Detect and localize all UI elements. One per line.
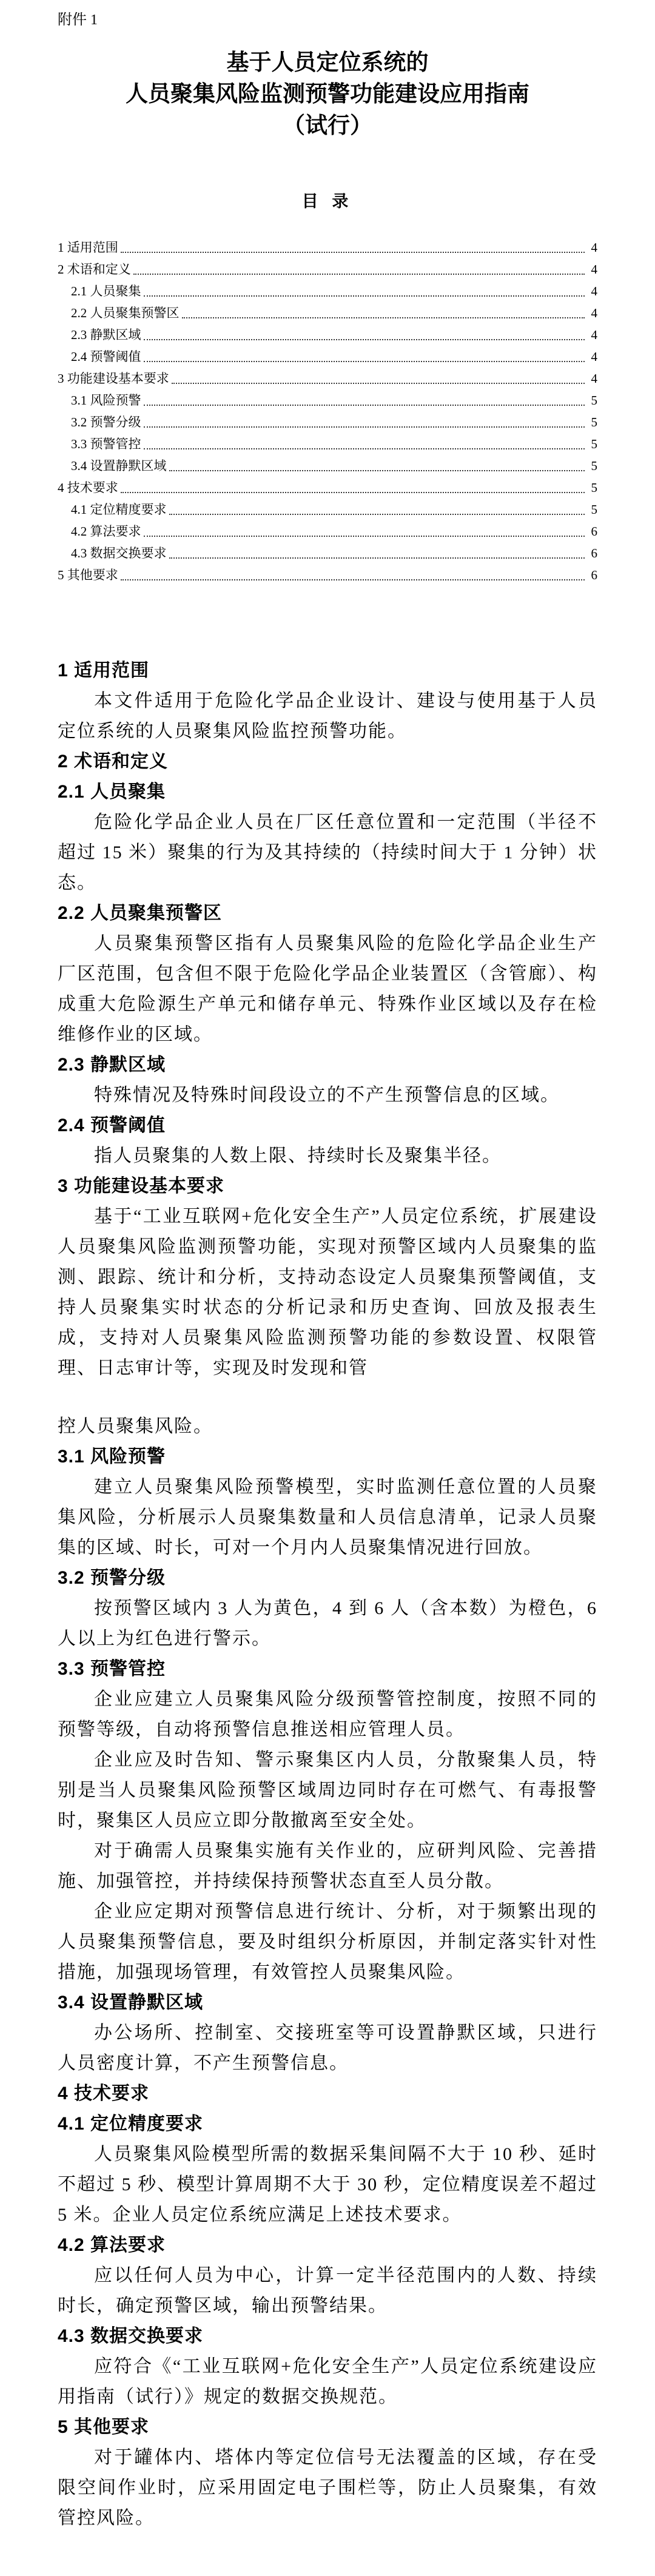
document-title-line3: （试行） (283, 113, 372, 138)
toc-entry-label: 3.1 风险预警 (71, 393, 141, 408)
section-heading: 3.1 风险预警 (58, 1447, 166, 1467)
paragraph: 控人员聚集风险。 (58, 1416, 213, 1436)
toc-page-number: 4 (591, 262, 597, 277)
toc-entry-label: 3.3 预警管控 (71, 437, 141, 451)
toc-entry (58, 322, 597, 344)
toc-dot-leader (182, 317, 585, 318)
toc-entry (58, 388, 597, 409)
section-heading: 2.4 预警阈值 (58, 1115, 166, 1135)
section-heading: 3.4 设置静默区域 (58, 1993, 204, 2013)
toc-entry-label: 1 适用范围 (58, 240, 118, 255)
section-heading: 3.2 预警分级 (58, 1568, 166, 1588)
toc-entry (58, 453, 597, 475)
document-title-line1: 基于人员定位系统的 (226, 50, 429, 75)
toc-entry-label: 3.2 预警分级 (71, 415, 141, 429)
attachment-label: 附件 1 (58, 12, 98, 28)
paragraph: 应以任何人员为中心，计算一定半径范围内的人数、持续时长，确定预警区域，输出预警结果。 (58, 2265, 597, 2316)
toc-entry (58, 475, 597, 497)
paragraph: 基于“工业互联网+危化安全生产”人员定位系统，扩展建设人员聚集风险监测预警功能，实现对预警区域内人员聚集的监测、跟踪、统计和分析，支持动态设定人员聚集预警阈值，支持人员聚集实时状态的分析记录和历史查询、回放及报表生成，支持对人员聚集风险监测预警功能的参数设置、权限管理、日志审计等，实现及时发现和管 (58, 1206, 597, 1378)
toc-list (58, 235, 597, 584)
toc-entry-label: 2.1 人员聚集 (71, 284, 141, 298)
document-title (58, 47, 597, 142)
section-heading: 4.3 数据交换要求 (58, 2326, 204, 2346)
paragraph: 企业应建立人员聚集风险分级预警管控制度，按照不同的预警等级，自动将预警信息推送相应管理人员。 (58, 1689, 597, 1740)
paragraph: 建立人员聚集风险预警模型，实时监测任意位置的人员聚集风险，分析展示人员聚集数量和人员信息清单，记录人员聚集的区域、时长，可对一个月内人员聚集情况进行回放。 (58, 1477, 597, 1558)
toc-page-number: 5 (591, 502, 597, 517)
toc-dot-leader (144, 536, 585, 537)
toc-page-number: 4 (591, 371, 597, 386)
toc-entry (58, 519, 597, 540)
section-heading: 4.2 算法要求 (58, 2235, 166, 2255)
toc-page-number: 5 (591, 415, 597, 429)
paragraph: 人员聚集预警区指有人员聚集风险的危险化学品企业生产厂区范围，包含但不限于危险化学品企业装置区（含管廊）、构成重大危险源生产单元和储存单元、特殊作业区域以及存在检维修作业的区域。 (58, 933, 597, 1044)
paragraph: 企业应及时告知、警示聚集区内人员，分散聚集人员，特别是当人员聚集风险预警区域周边同时存在可燃气、有毒报警时，聚集区人员应立即分散撤离至安全处。 (58, 1750, 597, 1831)
paragraph: 对于确需人员聚集实施有关作业的，应研判风险、完善措施、加强管控，并持续保持预警状态直至人员分散。 (58, 1841, 597, 1891)
toc-entry (58, 540, 597, 562)
paragraph: 危险化学品企业人员在厂区任意位置和一定范围（半径不超过 15 米）聚集的行为及其持续的（持续时间大于 1 分钟）状态。 (58, 812, 597, 893)
toc-dot-leader (144, 405, 585, 406)
toc-dot-leader (144, 295, 585, 297)
toc-entry-label: 3.4 设置静默区域 (71, 459, 167, 473)
paragraph: 应符合《“工业互联网+危化安全生产”人员定位系统建设应用指南（试行）》规定的数据交换规范。 (58, 2356, 597, 2407)
toc-page-number: 4 (591, 306, 597, 320)
toc-page-number: 6 (591, 546, 597, 560)
toc-dot-leader (144, 339, 585, 340)
toc-page-number: 5 (591, 480, 597, 495)
toc-dot-leader (121, 579, 585, 580)
toc-entry-label: 4 技术要求 (58, 480, 118, 495)
toc-page-number: 5 (591, 459, 597, 473)
toc-entry (58, 497, 597, 519)
section-heading: 2 术语和定义 (58, 752, 169, 772)
toc-entry-label: 2 术语和定义 (58, 262, 131, 277)
toc-page-number: 5 (591, 437, 597, 451)
toc-dot-leader (144, 426, 585, 428)
toc-dot-leader (169, 514, 585, 515)
document-title-line2: 人员聚集风险监测预警功能建设应用指南 (126, 82, 529, 107)
toc-entry (58, 562, 597, 584)
toc-page-number: 4 (591, 284, 597, 298)
toc-entry-label: 4.1 定位精度要求 (71, 502, 167, 517)
toc-entry (58, 431, 597, 453)
toc-dot-leader (121, 492, 585, 493)
toc-page-number: 4 (591, 240, 597, 255)
toc-title: 目 录 (301, 192, 354, 210)
toc-page-number: 6 (591, 524, 597, 539)
toc-dot-leader (172, 383, 585, 384)
toc-dot-leader (169, 557, 585, 559)
toc-dot-leader (144, 361, 585, 362)
toc-page-number: 5 (591, 393, 597, 408)
section-heading: 2.2 人员聚集预警区 (58, 903, 223, 923)
toc-entry-label: 4.3 数据交换要求 (71, 546, 167, 560)
document-body (58, 656, 597, 2534)
section-heading: 2.1 人员聚集 (58, 782, 166, 802)
section-heading: 4.1 定位精度要求 (58, 2114, 204, 2134)
toc-dot-leader (169, 470, 585, 471)
toc-entry-label: 3 功能建设基本要求 (58, 371, 169, 386)
toc-dot-leader (133, 274, 585, 275)
paragraph: 按预警区域内 3 人为黄色，4 到 6 人（含本数）为橙色，6 人以上为红色进行警示。 (58, 1598, 597, 1649)
toc-entry (58, 278, 597, 300)
paragraph: 办公场所、控制室、交接班室等可设置静默区域，只进行人员密度计算，不产生预警信息。 (58, 2023, 597, 2073)
paragraph: 对于罐体内、塔体内等定位信号无法覆盖的区域，存在受限空间作业时，应采用固定电子围栏等，防止人员聚集，有效管控风险。 (58, 2447, 597, 2528)
section-heading: 3.3 预警管控 (58, 1659, 166, 1679)
toc-page-number: 6 (591, 568, 597, 582)
paragraph: 指人员聚集的人数上限、持续时长及聚集半径。 (94, 1146, 502, 1166)
section-heading: 4 技术要求 (58, 2083, 150, 2104)
toc-dot-leader (121, 252, 585, 253)
paragraph: 特殊情况及特殊时间段设立的不产生预警信息的区域。 (94, 1085, 560, 1105)
paragraph: 本文件适用于危险化学品企业设计、建设与使用基于人员定位系统的人员聚集风险监控预警功能。 (58, 691, 597, 741)
paragraph: 人员聚集风险模型所需的数据采集间隔不大于 10 秒、延时不超过 5 秒、模型计算周期不大于 30 秒，定位精度误差不超过 5 米。企业人员定位系统应满足上述技术要求。 (58, 2144, 597, 2225)
toc-dot-leader (144, 448, 585, 449)
toc-entry-label: 5 其他要求 (58, 568, 118, 582)
toc-entry-label: 2.3 静默区域 (71, 328, 141, 342)
paragraph: 企业应定期对预警信息进行统计、分析，对于频繁出现的人员聚集预警信息，要及时组织分析原因，并制定落实针对性措施，加强现场管理，有效管控人员聚集风险。 (58, 1902, 597, 1982)
section-heading: 5 其他要求 (58, 2417, 150, 2437)
toc-entry-label: 4.2 算法要求 (71, 524, 141, 539)
section-heading: 2.3 静默区域 (58, 1055, 166, 1075)
toc-page-number: 4 (591, 349, 597, 364)
toc-entry (58, 257, 597, 278)
toc-entry-label: 2.2 人员聚集预警区 (71, 306, 180, 320)
toc-entry (58, 366, 597, 388)
section-heading: 1 适用范围 (58, 661, 150, 681)
toc-entry-label: 2.4 预警阈值 (71, 349, 141, 364)
toc-entry (58, 235, 597, 257)
section-heading: 3 功能建设基本要求 (58, 1176, 225, 1196)
toc-page-number: 4 (591, 328, 597, 342)
toc-entry (58, 344, 597, 366)
toc-entry (58, 409, 597, 431)
toc-entry (58, 300, 597, 322)
